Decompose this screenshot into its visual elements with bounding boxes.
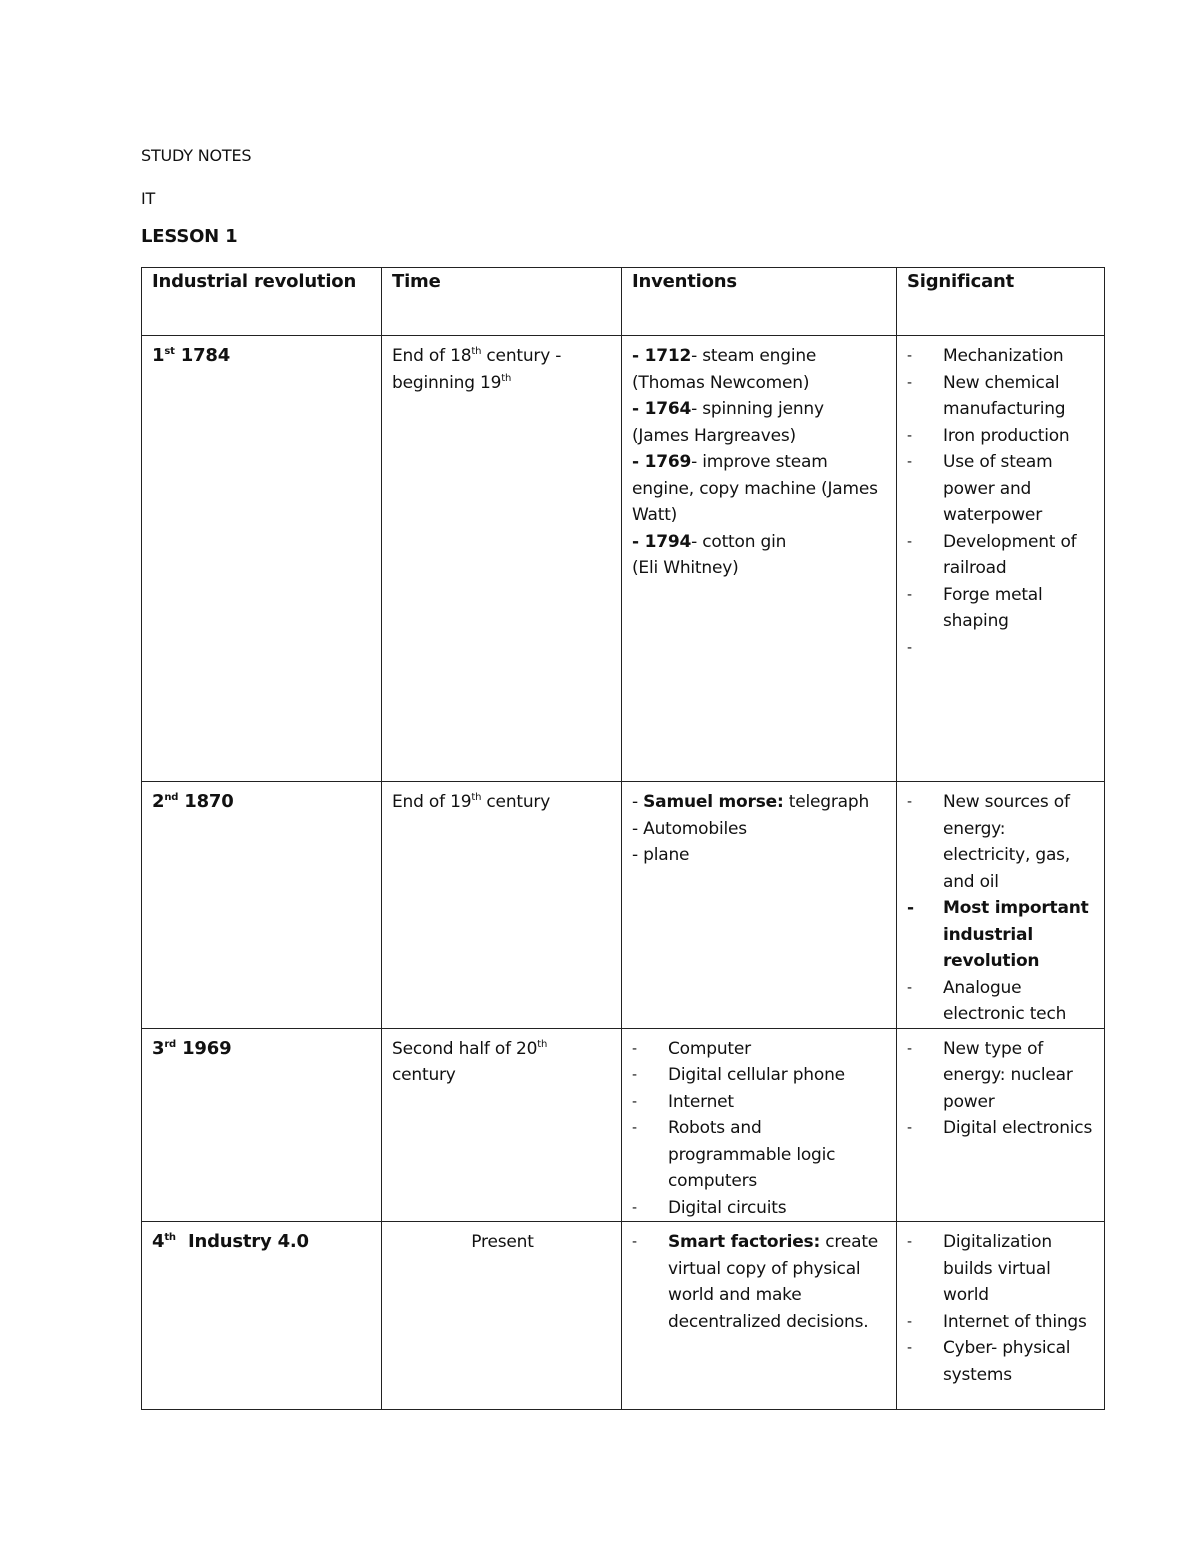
invention-year: - 1764 <box>632 399 692 419</box>
invention-text: - plane <box>632 845 690 865</box>
industrial-revolution-table <box>141 267 1105 1410</box>
table-row <box>142 1028 1105 1222</box>
list-item: - New type of energy: nuclear power <box>907 1036 1096 1116</box>
list-item: - Robots and programmable logic computers <box>632 1115 888 1195</box>
invention-text: - improve steam engine, copy machine (James Watt) <box>632 452 878 525</box>
list-item <box>632 1229 888 1335</box>
invention-line <box>632 449 888 529</box>
inventions-cell <box>622 1222 897 1410</box>
list-item: - Digitalization builds virtual world <box>907 1229 1096 1309</box>
list-item: - New chemical manufacturing <box>907 370 1096 423</box>
significant-list <box>907 1036 1096 1142</box>
invention-text: telegraph <box>783 792 870 812</box>
invention-line <box>632 370 888 397</box>
revolution-cell <box>142 782 382 1029</box>
list-item <box>907 635 1096 661</box>
significant-list <box>907 343 1096 661</box>
significant-list <box>907 789 1096 1028</box>
revolution-number: 1 <box>152 345 165 366</box>
time-cell <box>382 1028 622 1222</box>
invention-text: - cotton gin <box>691 531 787 552</box>
inventions-cell <box>622 336 897 782</box>
invention-line <box>632 842 888 869</box>
ordinal-suffix: nd <box>164 792 179 803</box>
col-header-revolution: Industrial revolution <box>142 268 382 336</box>
invention-title: Smart factories: <box>668 1232 821 1252</box>
list-item: - Internet <box>632 1089 888 1116</box>
invention-text: create virtual copy of physical world and make decentralized decisions. <box>668 1232 879 1332</box>
revolution-year: 1969 <box>176 1037 232 1059</box>
list-item: - Development of railroad <box>907 529 1096 582</box>
table-row <box>142 1222 1105 1410</box>
list-item: - Digital cellular phone <box>632 1062 888 1089</box>
invention-line <box>632 816 888 843</box>
time-text: century - beginning 19 <box>392 346 562 393</box>
significant-cell <box>897 336 1105 782</box>
invention-text: (Thomas Newcomen) <box>632 372 810 393</box>
list-item: - Iron production <box>907 423 1096 450</box>
significant-cell <box>897 782 1105 1029</box>
list-item: - New sources of energy: electricity, gas, and oil <box>907 789 1096 895</box>
list-item: - Use of steam power and waterpower <box>907 449 1096 529</box>
inventor-name: Samuel morse: <box>643 792 784 812</box>
table-header-row <box>142 268 1105 336</box>
invention-year: - 1769 <box>632 452 692 472</box>
time-text: century <box>392 1065 456 1085</box>
time-cell <box>382 336 622 782</box>
subject-label: IT <box>141 189 156 208</box>
time-cell <box>382 1222 622 1410</box>
ordinal-suffix: th <box>471 346 482 357</box>
study-notes-heading: STUDY NOTES <box>141 146 252 165</box>
inventions-list <box>632 1229 888 1335</box>
table-row <box>142 782 1105 1029</box>
revolution-year: 1784 <box>174 345 231 366</box>
invention-year: - 1712 <box>632 346 692 366</box>
revolution-number: 3 <box>152 1037 165 1059</box>
inventions-list <box>632 1036 888 1222</box>
invention-text: (James Hargreaves) <box>632 425 796 446</box>
time-text: End of 18 <box>392 346 472 366</box>
col-header-significant: Significant <box>897 268 1105 336</box>
invention-prefix: - <box>632 792 644 812</box>
list-item: - Cyber- physical systems <box>907 1335 1096 1388</box>
invention-text: - steam engine <box>691 346 817 366</box>
list-item: - Most important industrial revolution <box>907 895 1096 975</box>
list-item: - Mechanization <box>907 343 1096 370</box>
list-item: - Internet of things <box>907 1309 1096 1336</box>
col-header-inventions: Inventions <box>622 268 897 336</box>
list-item: - Analogue electronic tech <box>907 975 1096 1028</box>
invention-line <box>632 529 888 556</box>
inventions-cell <box>622 1028 897 1222</box>
ordinal-suffix: rd <box>164 1038 177 1050</box>
invention-text: - Automobiles <box>632 818 747 839</box>
revolution-year: Industry 4.0 <box>175 1231 309 1252</box>
invention-line <box>632 555 888 582</box>
ordinal-suffix: th <box>471 792 482 803</box>
significant-list <box>907 1229 1096 1388</box>
time-text: Present <box>471 1232 534 1252</box>
significant-cell <box>897 1028 1105 1222</box>
revolution-cell <box>142 1222 382 1410</box>
invention-text: - spinning jenny <box>691 399 824 419</box>
list-item: - Forge metal shaping <box>907 582 1096 635</box>
revolution-number: 2 <box>152 791 165 812</box>
invention-text: (Eli Whitney) <box>632 558 739 578</box>
invention-line <box>632 789 888 816</box>
time-cell <box>382 782 622 1029</box>
invention-line <box>632 396 888 423</box>
lesson-title: LESSON 1 <box>141 226 238 247</box>
col-header-time: Time <box>382 268 622 336</box>
list-item: - Computer <box>632 1036 888 1063</box>
revolution-cell <box>142 1028 382 1222</box>
time-text: Second half of 20 <box>392 1038 538 1059</box>
ordinal-suffix: th <box>537 1038 548 1050</box>
list-item: - Digital electronics <box>907 1115 1096 1142</box>
table-row <box>142 336 1105 782</box>
invention-line <box>632 423 888 450</box>
invention-year: - 1794 <box>632 531 692 552</box>
time-text: End of 19 <box>392 792 472 812</box>
revolution-number: 4 <box>152 1231 165 1252</box>
inventions-cell <box>622 782 897 1029</box>
ordinal-suffix: st <box>164 346 175 357</box>
revolution-year: 1870 <box>178 791 234 812</box>
invention-line <box>632 343 888 370</box>
revolution-cell <box>142 336 382 782</box>
list-item: - Digital circuits <box>632 1195 888 1222</box>
ordinal-suffix: th <box>164 1232 176 1243</box>
significant-cell <box>897 1222 1105 1410</box>
time-text: century <box>481 792 551 812</box>
ordinal-suffix: th <box>501 372 512 384</box>
